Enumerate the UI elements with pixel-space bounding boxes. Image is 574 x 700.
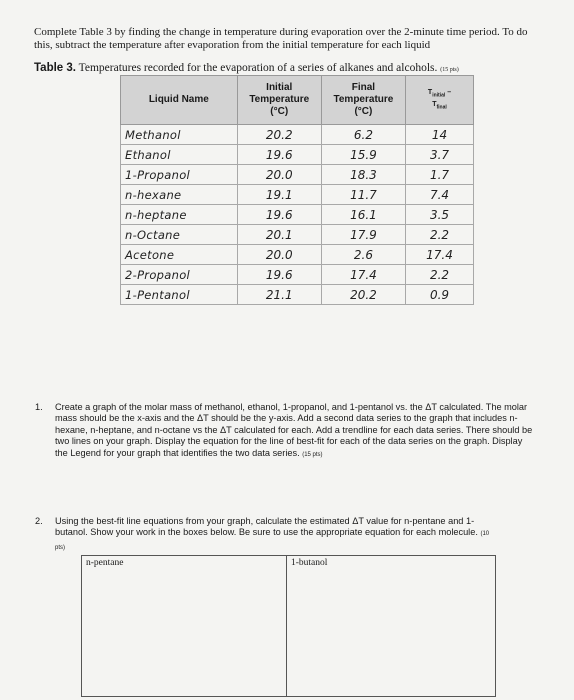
- cell-initial-temp[interactable]: 20.2: [237, 125, 321, 145]
- question-2-text: Using the best-fit line equations from your graph, calculate the estimated ΔT value for n-pentane and 1-butanol. Show your work in the boxes below. Be sure to use the appropriate equation for each molecule.: [55, 516, 478, 538]
- answer-box-n-pentane[interactable]: [81, 555, 287, 697]
- intro-text: Complete Table 3 by finding the change in temperature during evaporation over the 2-minute time period. To do this, subtract the temperature after evaporation from the initial temperature for each liquid: [34, 26, 528, 51]
- cell-final-temp[interactable]: 2.6: [321, 245, 405, 265]
- table-points: (15 pts): [440, 67, 459, 73]
- cell-liquid-name[interactable]: Methanol: [121, 125, 238, 145]
- cell-liquid-name[interactable]: n-hexane: [121, 185, 238, 205]
- cell-delta-temp[interactable]: 3.5: [406, 205, 474, 225]
- cell-initial-temp[interactable]: 19.1: [237, 185, 321, 205]
- cell-delta-temp[interactable]: 14: [406, 125, 474, 145]
- question-2: [35, 516, 495, 554]
- answer-box-label: n-pentane: [86, 558, 124, 568]
- cell-final-temp[interactable]: 16.1: [321, 205, 405, 225]
- cell-final-temp[interactable]: 20.2: [321, 285, 405, 305]
- cell-final-temp[interactable]: 17.9: [321, 225, 405, 245]
- cell-initial-temp[interactable]: 19.6: [237, 205, 321, 225]
- question-1-points: (15 pts): [302, 451, 323, 458]
- table-body: [121, 125, 474, 305]
- table-row: [121, 185, 474, 205]
- cell-initial-temp[interactable]: 20.0: [237, 165, 321, 185]
- question-1-text: Create a graph of the molar mass of methanol, ethanol, 1-propanol, and 1-pentanol vs. the ΔT calculated. The molar mass should be the x-axis and the ΔT should be the y-axis. Add a second data series to the graph that includes n-hexane, n-heptane, and n-octane vs the ΔT calculated for each. Add a trendline for each data series. There should be two lines on your graph. Display the equation for the line of best-fit for each of the data series on the graph. Display the Legend for your graph that identifies the two data series.: [55, 402, 533, 458]
- cell-initial-temp[interactable]: 21.1: [237, 285, 321, 305]
- cell-initial-temp[interactable]: 20.0: [237, 245, 321, 265]
- cell-liquid-name[interactable]: 1-Propanol: [121, 165, 238, 185]
- cell-liquid-name[interactable]: n-Octane: [121, 225, 238, 245]
- cell-liquid-name[interactable]: Ethanol: [121, 145, 238, 165]
- cell-final-temp[interactable]: 17.4: [321, 265, 405, 285]
- table-row: [121, 265, 474, 285]
- table-label: Table 3.: [34, 62, 76, 74]
- question-2-points: (10 pts): [55, 531, 490, 551]
- cell-delta-temp[interactable]: 7.4: [406, 185, 474, 205]
- cell-initial-temp[interactable]: 19.6: [237, 265, 321, 285]
- header-initial-temp: Initial Temperature (°C): [237, 76, 321, 125]
- cell-final-temp[interactable]: 15.9: [321, 145, 405, 165]
- cell-liquid-name[interactable]: n-heptane: [121, 205, 238, 225]
- question-2-number: 2.: [35, 516, 43, 526]
- cell-liquid-name[interactable]: 2-Propanol: [121, 265, 238, 285]
- table-row: [121, 145, 474, 165]
- cell-liquid-name[interactable]: 1-Pentanol: [121, 285, 238, 305]
- table-row: [121, 225, 474, 245]
- cell-final-temp[interactable]: 11.7: [321, 185, 405, 205]
- cell-delta-temp[interactable]: 1.7: [406, 165, 474, 185]
- table-row: [121, 205, 474, 225]
- table-row: [121, 165, 474, 185]
- question-1-number: 1.: [35, 402, 43, 412]
- cell-delta-temp[interactable]: 3.7: [406, 145, 474, 165]
- table-row: [121, 285, 474, 305]
- cell-initial-temp[interactable]: 19.6: [237, 145, 321, 165]
- question-1: [35, 402, 535, 461]
- cell-final-temp[interactable]: 6.2: [321, 125, 405, 145]
- table-caption-text: Temperatures recorded for the evaporation of a series of alkanes and alcohols.: [78, 62, 438, 74]
- cell-delta-temp[interactable]: 0.9: [406, 285, 474, 305]
- table-row: [121, 125, 474, 145]
- temperature-table: [120, 75, 474, 305]
- answer-box-label: 1-butanol: [291, 558, 328, 568]
- cell-delta-temp[interactable]: 2.2: [406, 265, 474, 285]
- cell-delta-temp[interactable]: 2.2: [406, 225, 474, 245]
- answer-box-1-butanol[interactable]: [286, 555, 496, 697]
- table-row: [121, 245, 474, 265]
- header-liquid-name: Liquid Name: [121, 76, 238, 125]
- cell-initial-temp[interactable]: 20.1: [237, 225, 321, 245]
- header-delta-temp: $T_{initial}$ – $T_{final}$: [406, 76, 474, 125]
- cell-liquid-name[interactable]: Acetone: [121, 245, 238, 265]
- cell-final-temp[interactable]: 18.3: [321, 165, 405, 185]
- table-caption: [34, 62, 554, 74]
- header-final-temp: Final Temperature (°C): [321, 76, 405, 125]
- cell-delta-temp[interactable]: 17.4: [406, 245, 474, 265]
